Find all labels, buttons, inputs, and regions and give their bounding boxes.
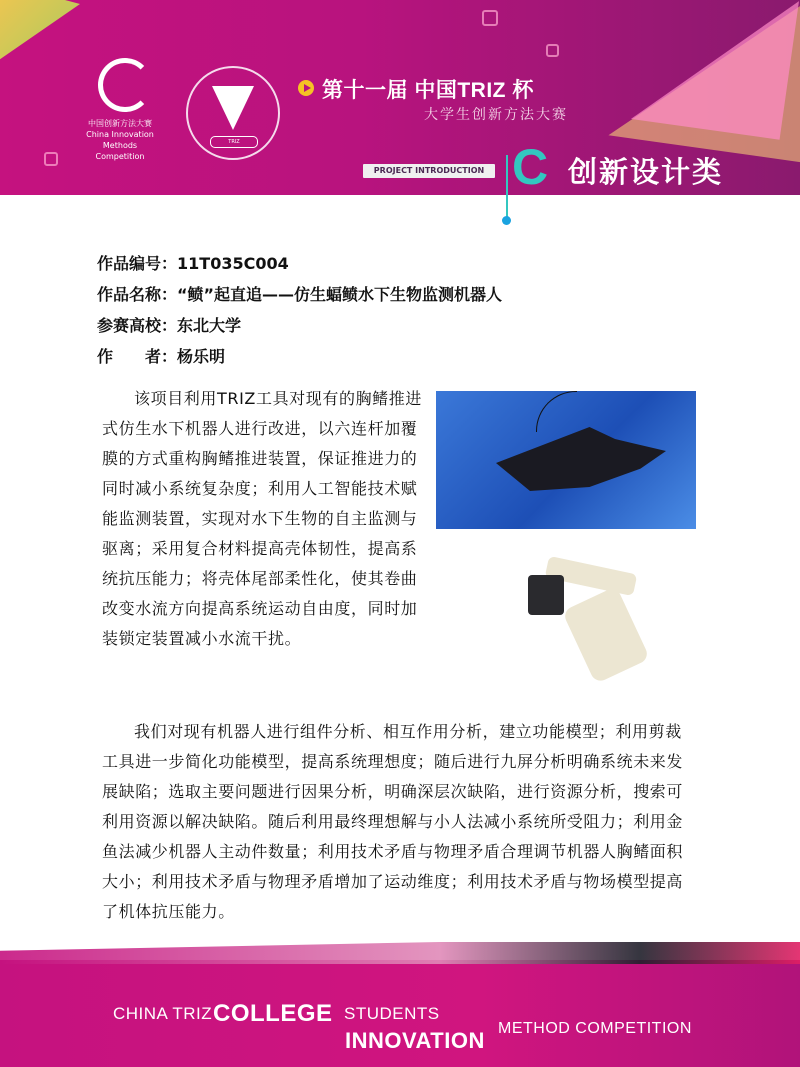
footer-word-method-competition: METHOD COMPETITION: [498, 1020, 692, 1037]
decorative-square: [44, 152, 58, 166]
description-text-1: 该项目利用TRIZ工具对现有的胸鳍推进式仿生水下机器人进行改进，以六连杆加覆膜的方式重构胸鳍推进装置，保证推进力的同时减小系统复杂度；利用人工智能技术赋能监测装置，实现对水下生物的自主监测与驱离；采用复合材料提高壳体韧性，提高系统抗压能力；将壳体尾部柔性化，使其卷曲改变水流方向提高系统运动自由度，同时加装锁定装置减小水流干扰。: [102, 389, 422, 648]
cimc-logo-caption: 中国创新方法大赛 China Innovation Methods Competition: [86, 119, 154, 161]
description-paragraph-2: [102, 717, 694, 927]
cimc-logo: [80, 58, 160, 161]
decorative-triangle-left: [0, 0, 80, 60]
footer-word-china-triz: CHINA TRIZ: [113, 1004, 213, 1023]
category-title: 创新设计类: [568, 155, 724, 189]
footer-word-innovation: INNOVATION: [345, 1028, 485, 1053]
project-name-label: 作品名称：: [97, 285, 178, 304]
project-info: [97, 248, 502, 372]
accent-dot: [502, 216, 511, 225]
project-name-row: [97, 279, 502, 310]
play-icon: [298, 80, 314, 96]
description-text-2: 我们对现有机器人进行组件分析、相互作用分析，建立功能模型；利用剪裁工具进一步简化功能模型，提高系统理想度；随后进行九屏分析明确系统未来发展缺陷；选取主要问题进行因果分析，明确深层次缺陷，进行资源分析，搜索可利用资源以解决缺陷。随后利用最终理想解与小人法减小系统所受阻力；利用金鱼法减少机器人主动件数量；利用技术矛盾与物理矛盾合理调节机器人胸鳍面积大小；利用技术矛盾与物理矛盾增加了运动维度；利用技术矛盾与物场模型提高了机体抗压能力。: [102, 722, 684, 921]
project-introduction-tag: PROJECT INTRODUCTION: [363, 164, 495, 178]
description-paragraph-1: [102, 384, 426, 654]
decorative-square: [482, 10, 498, 26]
robot-model-render: [436, 545, 696, 675]
robot-fin-lower: [562, 586, 650, 684]
header-banner: [0, 0, 800, 195]
accent-line: [506, 155, 508, 221]
cimc-logo-mark: [98, 58, 152, 112]
manta-robot-underwater-photo: [436, 391, 696, 529]
project-school-label: 参赛高校：: [97, 316, 178, 335]
project-id-label: 作品编号：: [97, 254, 178, 273]
project-id-row: [97, 248, 502, 279]
footer-word-students: STUDENTS: [344, 1004, 440, 1023]
manta-ray-robot-shape: [496, 419, 666, 499]
event-subtitle: 大学生创新方法大赛: [424, 107, 568, 123]
footer-word-college: COLLEGE: [213, 1000, 333, 1027]
triz-cup-v-mark: [212, 86, 254, 130]
project-name-value: “鲼”起直追——仿生蝠鲼水下生物监测机器人: [177, 285, 503, 304]
event-title: 第十一届 中国TRIZ 杯: [322, 79, 534, 102]
robot-body: [528, 575, 564, 615]
decorative-square: [546, 44, 559, 57]
project-id-value: 11T035C004: [177, 254, 289, 273]
project-school-value: 东北大学: [177, 316, 242, 335]
project-school-row: [97, 310, 502, 341]
decorative-triangle-right-inner: [631, 0, 799, 140]
footer-gradient-band: [0, 942, 800, 964]
tether-cable: [536, 391, 577, 432]
project-author-row: [97, 341, 502, 372]
category-letter: C: [512, 139, 549, 195]
triz-cup-logo-caption: TRIZ: [210, 136, 258, 148]
project-author-value: 杨乐明: [177, 347, 226, 366]
triz-cup-logo: [186, 66, 280, 160]
project-author-label: 作 者：: [97, 347, 178, 366]
